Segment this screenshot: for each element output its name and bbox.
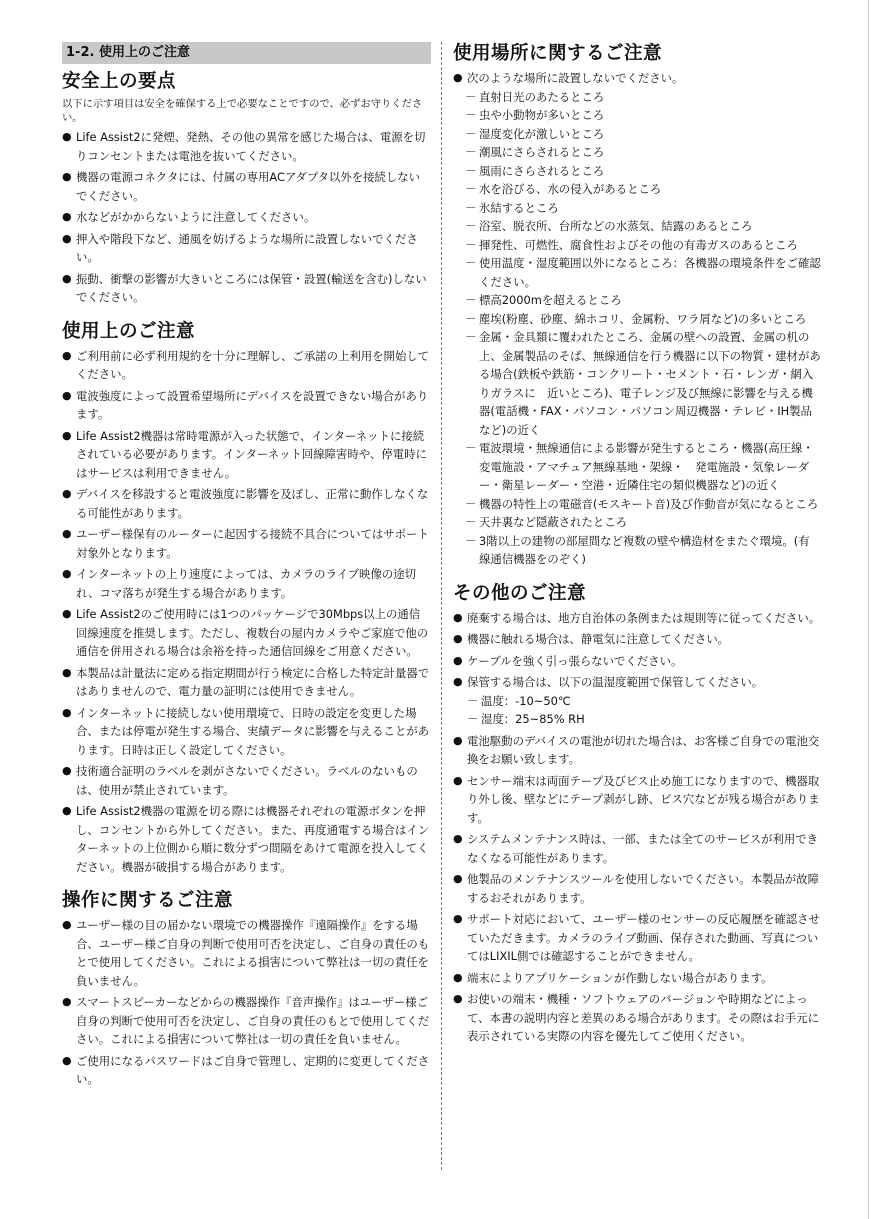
list-item: － 機器の特性上の電磁音(モスキート音)及び作動音が気になるところ — [453, 495, 821, 514]
list-item: － 塵埃(粉塵、砂塵、綿ホコリ、金属粉、ワラ屑など)の多いところ — [453, 310, 821, 329]
list-item: ● 端末によりアプリケーションが作動しない場合があります。 — [453, 969, 821, 988]
list-item: － 湿度変化が激しいところ — [453, 125, 821, 144]
safety-heading: 安全上の要点 — [62, 71, 177, 92]
list-item: ● 振動、衝撃の影響が大きいところには保管・設置(輸送を含む)しないでください。 — [62, 270, 431, 307]
list-item: ● 水などがかからないように注意してください。 — [62, 208, 431, 227]
place-heading: 使用場所に関するご注意 — [453, 43, 663, 64]
list-item: ● スマートスピーカーなどからの機器操作『音声操作』はユーザー様ご自身の判断で使用可否を決定し、ご自身の責任のもとで使用してください。これによる損害について弊社は一切の責任を負いません。 — [62, 993, 431, 1049]
list-item: ● Life Assist2のご使用時には1つのパッケージで30Mbps以上の通信回線速度を推奨します。ただし、複数台の屋内カメラやご家庭で他の通信を併用される場合は余裕を持った通信回線をご用意ください。 — [62, 605, 431, 661]
list-item: － 使用温度・湿度範囲以外になるところ：各機器の環境条件をご確認ください。 — [453, 254, 821, 291]
list-item: － 揮発性、可燃性、腐食性およびその他の有毒ガスのあるところ — [453, 236, 821, 255]
list-item: － 電波環境・無線通信による影響が発生するところ・機器(高圧線・変電施設・アマチュア無線基地・架線・ 発電施設・気象レーダー・衛星レーダー・空港・近隣住宅の類似機器など)の近く — [453, 439, 821, 495]
list-item: ● ユーザー様保有のルーターに起因する接続不具合についてはサポート対象外となります。 — [62, 525, 431, 562]
operation-list — [62, 916, 431, 1089]
safety-list — [62, 128, 431, 307]
list-item: － 浴室、脱衣所、台所などの水蒸気、結露のあるところ — [453, 217, 821, 236]
usage-list — [62, 347, 431, 877]
list-item: － 氷結するところ — [453, 199, 821, 218]
list-item: － 天井裏など隠蔽されたところ — [453, 513, 821, 532]
list-item: ● ご使用になるパスワードはご自身で管理し、定期的に変更してください。 — [62, 1052, 431, 1089]
list-item: － 水を浴びる、水の侵入があるところ — [453, 180, 821, 199]
list-item: ● 電波強度によって設置希望場所にデバイスを設置できない場合があります。 — [62, 387, 431, 424]
list-item: － 温度：-10~50℃ — [453, 692, 821, 711]
place-lead — [453, 69, 821, 88]
list-item: ● Life Assist2機器は常時電源が入った状態で、インターネットに接続されている必要があります。インターネット回線障害時や、停電時にはサービスは利用できません。 — [62, 427, 431, 483]
usage-heading: 使用上のご注意 — [62, 320, 196, 342]
list-item: ● 廃棄する場合は、地方自治体の条例または規則等に従ってください。 — [453, 609, 821, 628]
list-item: － 風雨にさらされるところ — [453, 162, 821, 181]
list-item: － 3階以上の建物の部屋間など複数の壁や構造材をまたぐ環境。(有線通信機器をのぞく) — [453, 532, 821, 569]
list-item: － 金属・金具類に覆われたところ、金属の壁への設置、金属の机の上、金属製品のそば、無線通信を行う機器に以下の物質・建材がある場合(鉄板や鉄筋・コンクリート・セメント・石・レンガ・網入りガラスに 近いところ)、電子レンジ及び無線に影響を与える機器(電話機・FAX・パソコン・パソコン周辺機器・テレビ・IH製品など)の近く — [453, 328, 821, 439]
list-item: ● 押入や階段下など、通風を妨げるような場所に設置しないでください。 — [62, 230, 431, 267]
right-column — [453, 42, 821, 1049]
list-item: ● Life Assist2機器の電源を切る際には機器それぞれの電源ボタンを押し、コンセントから外してください。また、再度通電する場合はインターネットの上位側から順に数分ずつ間隔をあけて電源を投入してください。機器が破損する場合があります。 — [62, 802, 431, 876]
section-label: 1-2. 使用上のご注意 — [62, 42, 431, 64]
list-item: ● お使いの端末・機種・ソフトウェアのバージョンや時期などによって、本書の説明内容と差異のある場合があります。その際はお手元に表示されている実際の内容を優先してご使用ください。 — [453, 990, 821, 1046]
list-item: ● ユーザー様の目の届かない環境での機器操作『遠隔操作』をする場合、ユーザー様ご自身の判断で使用可否を決定し、ご自身の責任のもとで使用してください。これによる損害について弊社は一切の責任を負いません。 — [62, 916, 431, 990]
list-item: ● 本製品は計量法に定める指定期間が行う検定に合格した特定計量器ではありませんので、電力量の証明には使用できません。 — [62, 664, 431, 701]
list-item: ● システムメンテナンス時は、一部、または全てのサービスが利用できなくなる可能性があります。 — [453, 830, 821, 867]
list-item: ● インターネットの上り速度によっては、カメラのライブ映像の途切れ、コマ落ちが発生する場合があります。 — [62, 565, 431, 602]
other-heading: その他のご注意 — [453, 582, 587, 604]
list-item: ● 技術適合証明のラベルを剥がさないでください。ラベルのないものは、使用が禁止されています。 — [62, 762, 431, 799]
list-item: － 湿度：25~85% RH — [453, 710, 821, 729]
operation-heading: 操作に関するご注意 — [62, 890, 234, 911]
list-item: ● センサー端末は両面テープ及びビス止め施工になりますので、機器取り外し後、壁などにテープ剥がし跡、ビス穴などが残る場合があります。 — [453, 772, 821, 828]
column-divider — [441, 42, 442, 1170]
other-list-a — [453, 609, 821, 692]
other-list-b — [453, 732, 821, 1046]
list-item: ● インターネットに接続しない使用環境で、日時の設定を変更した場合、または停電が発生する場合、実績データに影響を与えることがあります。日時は正しく設定してください。 — [62, 704, 431, 760]
list-item: － 標高2000mを超えるところ — [453, 291, 821, 310]
list-item: ● サポート対応において、ユーザー様のセンサーの反応履歴を確認させていただきます。カメラのライブ動画、保存された動画、写真についてはLIXIL側では確認することができません。 — [453, 910, 821, 966]
list-item: ● 機器の電源コネクタには、付属の専用ACアダプタ以外を接続しないでください。 — [62, 168, 431, 205]
list-item: ● 他製品のメンテナンスツールを使用しないでください。本製品が故障するおそれがあります。 — [453, 870, 821, 907]
list-item: － 潮風にさらされるところ — [453, 143, 821, 162]
storage-conditions — [453, 692, 821, 729]
list-item: － 虫や小動物が多いところ — [453, 106, 821, 125]
list-item: － 直射日光のあたるところ — [453, 88, 821, 107]
list-item: ● Life Assist2に発煙、発熱、その他の異常を感じた場合は、電源を切りコンセントまたは電池を抜いてください。 — [62, 128, 431, 165]
list-item: ● ケーブルを強く引っ張らないでください。 — [453, 652, 821, 671]
left-column — [62, 42, 431, 1092]
safety-intro: 以下に示す項目は安全を確保する上で必要なことですので、必ずお守りください。 — [62, 98, 423, 124]
place-list — [453, 88, 821, 569]
list-item: ● 機器に触れる場合は、静電気に注意してください。 — [453, 630, 821, 649]
list-item: ● 次のような場所に設置しないでください。 — [453, 69, 821, 88]
list-item: ● 保管する場合は、以下の温湿度範囲で保管してください。 — [453, 673, 821, 692]
list-item: ● ご利用前に必ず利用規約を十分に理解し、ご承諾の上利用を開始してください。 — [62, 347, 431, 384]
list-item: ● 電池駆動のデバイスの電池が切れた場合は、お客様ご自身での電池交換をお願い致します。 — [453, 732, 821, 769]
list-item: ● デバイスを移設すると電波強度に影響を及ぼし、正常に動作しなくなる可能性があります。 — [62, 485, 431, 522]
page-edge-line — [868, 0, 869, 1219]
